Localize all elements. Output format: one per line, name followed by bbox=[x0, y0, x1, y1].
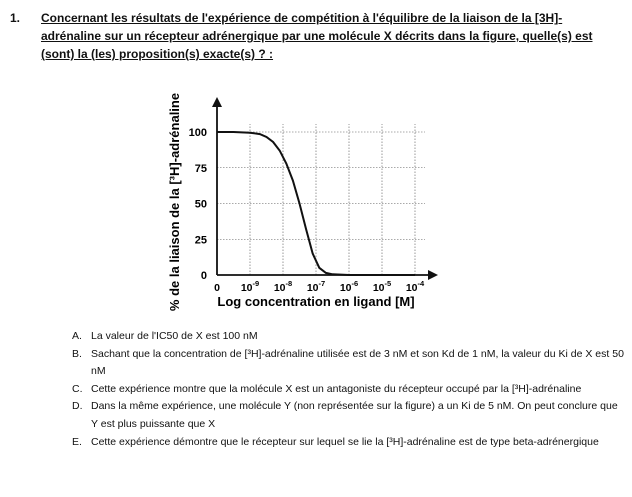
y-axis-label: % de la liaison de la [³H]-adrénaline bbox=[167, 92, 182, 312]
x-tick-label: $10^{-9}$ bbox=[240, 279, 260, 294]
question-number: 1. bbox=[10, 11, 21, 25]
competition-binding-chart bbox=[150, 80, 450, 312]
x-tick-label: $10^{-5}$ bbox=[372, 279, 392, 294]
option-text: La valeur de l'IC50 de X est 100 nM bbox=[91, 330, 258, 342]
option-text: Cette expérience montre que la molécule X est un antagoniste du récepteur occupé par la [³H]-adrénaline bbox=[91, 382, 582, 395]
y-tick-label: 25 bbox=[194, 234, 207, 247]
x-tick-label: $10^{-8}$ bbox=[273, 279, 293, 294]
x-axis-label: Log concentration en ligand [M] bbox=[217, 294, 415, 309]
chart-grid bbox=[217, 124, 425, 275]
option-text: Sachant que la concentration de [³H]-adrénaline utilisée est de 3 nM et son Kd de 1 nM, la valeur du Ki de X est 50 nM bbox=[91, 347, 624, 378]
option-c[interactable] bbox=[72, 381, 627, 399]
x-tick-label: $10^{-6}$ bbox=[339, 279, 359, 294]
option-a[interactable] bbox=[72, 328, 627, 346]
option-e[interactable] bbox=[72, 434, 627, 452]
option-letter: A. bbox=[72, 330, 82, 342]
question-text: Concernant les résultats de l'expérience de compétition à l'équilibre de la liaison de la [3H]-adrénaline sur un récepteur adrénergique par une molécule X décrits dans la figure, quelle(s) est (sont) la (les) proposition(s) exacte(s) ? : bbox=[41, 11, 593, 61]
option-text: Dans la même expérience, une molécule Y (non représentée sur la figure) a un Ki de 5 nM. On peut conclure que Y est plus puissante que X bbox=[91, 400, 618, 430]
y-tick-label: 75 bbox=[194, 162, 207, 175]
option-letter: E. bbox=[72, 435, 82, 448]
x-tick-label: $10^{-7}$ bbox=[306, 279, 326, 294]
y-tick-label: 100 bbox=[188, 127, 207, 139]
y-tick-label: 50 bbox=[194, 198, 207, 211]
x-tick-label: 0 bbox=[214, 282, 220, 294]
y-tick-label: 0 bbox=[200, 270, 207, 282]
answer-options bbox=[72, 328, 627, 451]
option-letter: D. bbox=[72, 400, 83, 413]
option-b[interactable] bbox=[72, 346, 627, 381]
option-text: Cette expérience démontre que le récepteur sur lequel se lie la [³H]-adrénaline est de type beta-adrénergique bbox=[91, 435, 599, 448]
option-letter: C. bbox=[72, 382, 83, 395]
x-tick-label: $10^{-4}$ bbox=[405, 279, 425, 294]
option-letter: B. bbox=[72, 347, 82, 360]
option-d[interactable] bbox=[72, 398, 627, 433]
